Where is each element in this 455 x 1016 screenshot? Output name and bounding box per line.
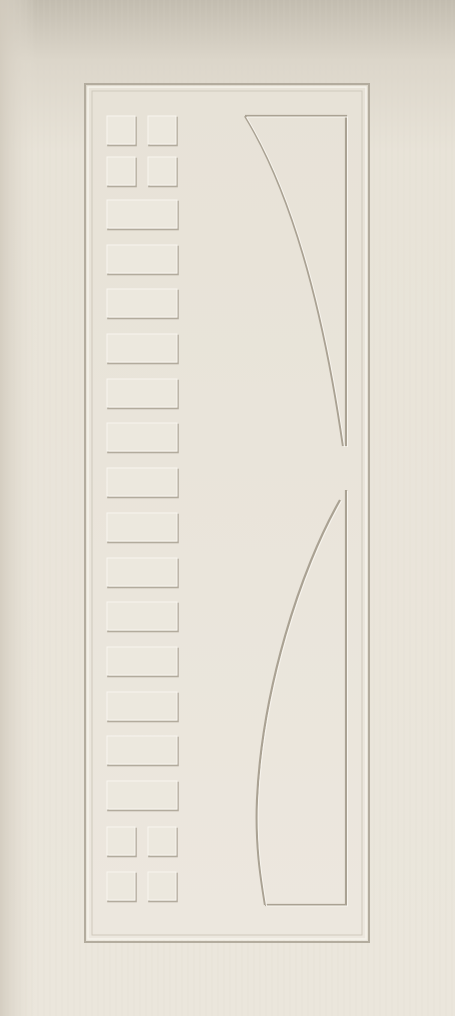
small-square-tile: [107, 157, 136, 187]
bar-tile: [107, 647, 178, 677]
small-square-tile: [148, 116, 177, 146]
bar-tile: [107, 423, 178, 453]
small-square-tile: [107, 872, 136, 902]
bar-tile: [107, 379, 178, 409]
bar-tile: [107, 736, 178, 766]
bar-tile: [107, 289, 178, 319]
bar-tile: [107, 602, 178, 632]
bar-tile: [107, 558, 178, 588]
small-square-tile: [148, 872, 177, 902]
small-square-tile: [107, 116, 136, 146]
bar-tile: [107, 692, 178, 722]
small-square-tile: [107, 827, 136, 857]
bar-tile: [107, 334, 178, 364]
bar-tile: [107, 245, 178, 275]
bar-tile: [107, 781, 178, 811]
bar-tile: [107, 200, 178, 230]
bar-tile: [107, 513, 178, 543]
small-square-tile: [148, 157, 177, 187]
bar-tile: [107, 468, 178, 498]
small-square-tile: [148, 827, 177, 857]
